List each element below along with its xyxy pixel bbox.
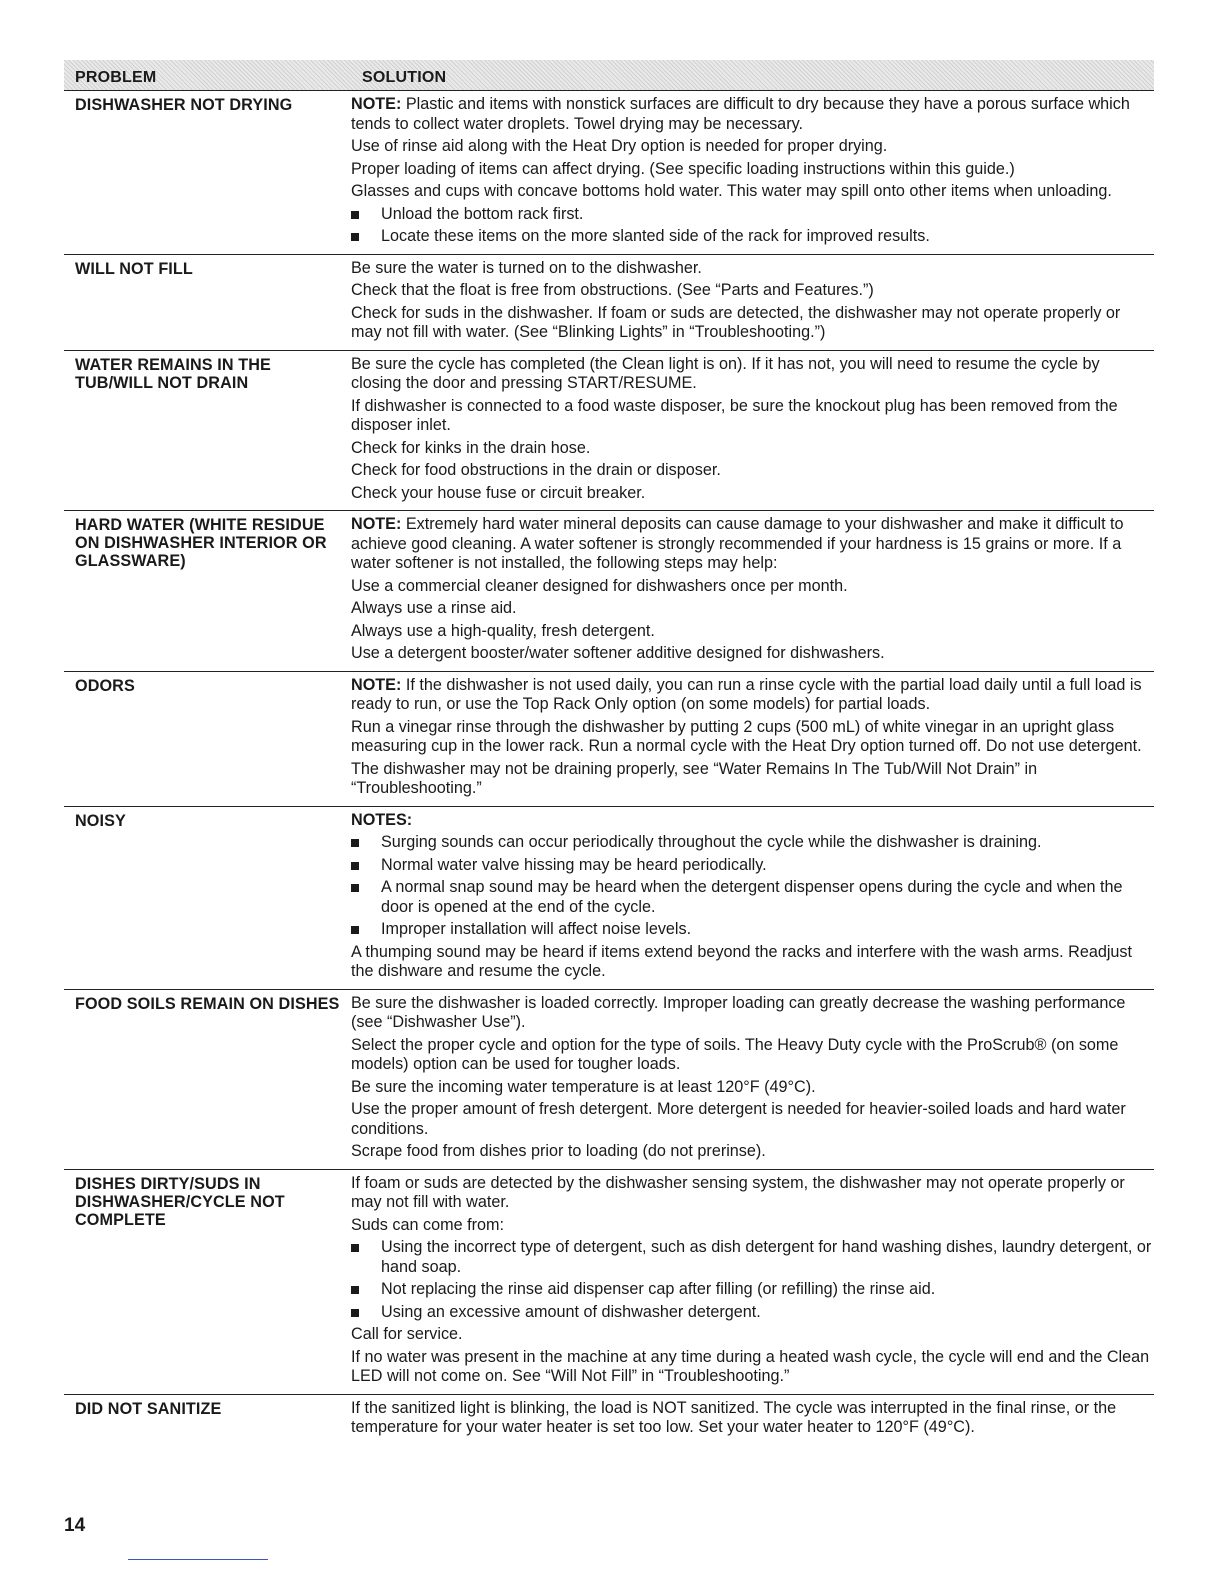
table-row: [64, 91, 1154, 255]
bullet-text: A normal snap sound may be heard when the detergent dispenser opens during the cycle and when the door is opened at the end of the cycle.: [381, 878, 1123, 916]
solution-cell: [351, 1174, 1154, 1390]
square-bullet-icon: [351, 920, 381, 940]
bullet-item: [351, 856, 1154, 876]
solution-paragraph: Select the proper cycle and option for the type of soils. The Heavy Duty cycle with the ProScrub® (on some models) option can be used for tougher loads.: [351, 1035, 1119, 1073]
square-bullet-icon: [351, 833, 381, 853]
table-row: [64, 511, 1154, 672]
problem-cell: DID NOT SANITIZE: [75, 1399, 222, 1418]
solution-paragraph: If no water was present in the machine at any time during a heated wash cycle, the cycle will end and the Clean LED will not come on. See “Will Not Fill” in “Troubleshooting.”: [351, 1347, 1150, 1385]
solution-paragraph: Scrape food from dishes prior to loading (do not prerinse).: [351, 1142, 766, 1160]
square-bullet-icon: [351, 227, 381, 247]
solution-paragraph: Glasses and cups with concave bottoms hold water. This water may spill onto other items when unloading.: [351, 182, 1112, 200]
solution-paragraph: Check for suds in the dishwasher. If foam or suds are detected, the dishwasher may not operate properly or may not fill with water. (See “Blinking Lights” in “Troubleshooting.”): [351, 303, 1121, 341]
note-label: NOTE:: [351, 515, 402, 533]
bullet-item: [351, 833, 1154, 853]
solution-paragraph: Be sure the cycle has completed (the Clean light is on). If it has not, you will need to resume the cycle by closing the door and pressing START/RESUME.: [351, 354, 1100, 392]
solution-paragraph: Check for kinks in the drain hose.: [351, 438, 591, 457]
problem-cell: DISHWASHER NOT DRYING: [75, 96, 293, 114]
bullet-text: Locate these items on the more slanted side of the rack for improved results.: [381, 227, 930, 245]
square-bullet-icon: [351, 205, 381, 225]
bullet-item: [351, 1238, 1154, 1277]
table-row: [64, 807, 1154, 990]
solution-paragraph: Run a vinegar rinse through the dishwasher by putting 2 cups (500 mL) of white vinegar in an upright glass measuring cup in the lower rack. Run a normal cycle with the Heat Dry option turned off. Do not use detergent.: [351, 717, 1142, 755]
note-paragraph: [351, 95, 1154, 134]
note-label: NOTE:: [351, 95, 402, 113]
problem-cell: WATER REMAINS IN THE TUB/WILL NOT DRAIN: [75, 355, 271, 392]
problem-cell: HARD WATER (WHITE RESIDUE ON DISHWASHER INTERIOR OR GLASSWARE): [75, 516, 327, 570]
solution-cell: [351, 1399, 1154, 1441]
solution-paragraph: Proper loading of items can affect drying. (See specific loading instructions within this guide.): [351, 159, 1015, 178]
note-label: NOTE:: [351, 675, 402, 694]
table-header: [64, 60, 1154, 91]
bullet-item: [351, 878, 1154, 917]
note-text: Extremely hard water mineral deposits can cause damage to your dishwasher and make it difficult to achieve good cleaning. A water softener is strongly recommended if your hardness is 15 grains or more. If a water softener is not installed, the following steps may help:: [351, 515, 1124, 572]
solution-cell: [351, 811, 1154, 985]
table-row: [64, 990, 1154, 1170]
solution-cell: [351, 259, 1154, 346]
header-solution: SOLUTION: [362, 69, 447, 86]
square-bullet-icon: [351, 1280, 381, 1300]
solution-paragraph: Always use a high-quality, fresh detergent.: [351, 621, 655, 640]
square-bullet-icon: [351, 856, 381, 876]
bullet-text: Using an excessive amount of dishwasher detergent.: [381, 1302, 761, 1321]
problem-cell: FOOD SOILS REMAIN ON DISHES: [75, 994, 340, 1013]
bullet-item: [351, 205, 1154, 225]
solution-paragraph: Use of rinse aid along with the Heat Dry option is needed for proper drying.: [351, 137, 888, 155]
solution-paragraph: Use a commercial cleaner designed for dishwashers once per month.: [351, 576, 848, 595]
note-text: Plastic and items with nonstick surfaces are difficult to dry because they have a porous surface which tends to collect water droplets. Towel drying may be necessary.: [351, 95, 1130, 133]
footer-rule: [128, 1559, 268, 1560]
solution-paragraph: Always use a rinse aid.: [351, 599, 517, 617]
bullet-text: Using the incorrect type of detergent, such as dish detergent for hand washing dishes, laundry detergent, or hand soap.: [381, 1238, 1152, 1276]
solution-paragraph: Be sure the dishwasher is loaded correctly. Improper loading can greatly decrease the washing performance (see “Dishwasher Use”).: [351, 993, 1126, 1031]
note-paragraph: [351, 515, 1154, 574]
header-problem: PROBLEM: [75, 69, 157, 86]
solution-paragraph: Check that the float is free from obstructions. (See “Parts and Features.”): [351, 281, 874, 299]
table-row: [64, 351, 1154, 512]
solution-paragraph: Use the proper amount of fresh detergent. More detergent is needed for heavier-soiled loads and hard water conditions.: [351, 1100, 1126, 1138]
problem-cell: WILL NOT FILL: [75, 259, 193, 278]
solution-paragraph: If foam or suds are detected by the dishwasher sensing system, the dishwasher may not operate properly or may not fill with water.: [351, 1173, 1125, 1211]
square-bullet-icon: [351, 1303, 381, 1323]
square-bullet-icon: [351, 1238, 381, 1277]
solution-cell: [351, 515, 1154, 667]
problem-cell: ODORS: [75, 676, 135, 695]
solution-paragraph: If the sanitized light is blinking, the load is NOT sanitized. The cycle was interrupted in the final rinse, or the temperature for your water heater is set too low. Set your water heater to 120°F (49°C).: [351, 1398, 1117, 1436]
table-row: [64, 1395, 1154, 1445]
bullet-item: [351, 1303, 1154, 1323]
bullet-text: Improper installation will affect noise levels.: [381, 920, 692, 938]
table-row: [64, 255, 1154, 351]
solution-cell: [351, 676, 1154, 802]
table-body: [64, 91, 1154, 1445]
bullet-text: Unload the bottom rack first.: [381, 204, 584, 223]
troubleshooting-table: [64, 60, 1154, 1445]
solution-paragraph: Be sure the incoming water temperature is at least 120°F (49°C).: [351, 1077, 816, 1096]
problem-cell: DISHES DIRTY/SUDS IN DISHWASHER/CYCLE NOT COMPLETE: [75, 1174, 285, 1229]
notes-heading: NOTES:: [351, 810, 413, 829]
solution-paragraph: If dishwasher is connected to a food waste disposer, be sure the knockout plug has been removed from the disposer inlet.: [351, 396, 1118, 434]
table-row: [64, 1170, 1154, 1395]
page-number: 14: [64, 1515, 86, 1536]
solution-paragraph: A thumping sound may be heard if items extend beyond the racks and interfere with the wash arms. Readjust the dishware and resume the cycle.: [351, 942, 1133, 980]
solution-cell: [351, 994, 1154, 1165]
solution-paragraph: The dishwasher may not be draining properly, see “Water Remains In The Tub/Will Not Drain” in “Troubleshooting.”: [351, 759, 1038, 797]
solution-paragraph: Be sure the water is turned on to the dishwasher.: [351, 258, 702, 277]
solution-paragraph: Use a detergent booster/water softener additive designed for dishwashers.: [351, 644, 885, 662]
bullet-item: [351, 920, 1154, 940]
solution-cell: [351, 95, 1154, 250]
table-row: [64, 672, 1154, 807]
note-text: If the dishwasher is not used daily, you can run a rinse cycle with the partial load daily until a full load is ready to run, or use the Top Rack Only option (on some models) for partial loads.: [351, 675, 1142, 713]
note-paragraph: [351, 676, 1154, 715]
solution-paragraph: Call for service.: [351, 1325, 463, 1343]
solution-paragraph: Check your house fuse or circuit breaker.: [351, 483, 646, 502]
bullet-text: Normal water valve hissing may be heard periodically.: [381, 855, 767, 874]
problem-cell: NOISY: [75, 811, 126, 830]
solution-paragraph: Suds can come from:: [351, 1215, 504, 1234]
bullet-item: [351, 1280, 1154, 1300]
bullet-text: Surging sounds can occur periodically throughout the cycle while the dishwasher is draining.: [381, 833, 1042, 851]
bullet-text: Not replacing the rinse aid dispenser cap after filling (or refilling) the rinse aid.: [381, 1280, 936, 1298]
solution-cell: [351, 355, 1154, 507]
square-bullet-icon: [351, 878, 381, 917]
solution-paragraph: Check for food obstructions in the drain or disposer.: [351, 461, 721, 479]
bullet-item: [351, 227, 1154, 247]
